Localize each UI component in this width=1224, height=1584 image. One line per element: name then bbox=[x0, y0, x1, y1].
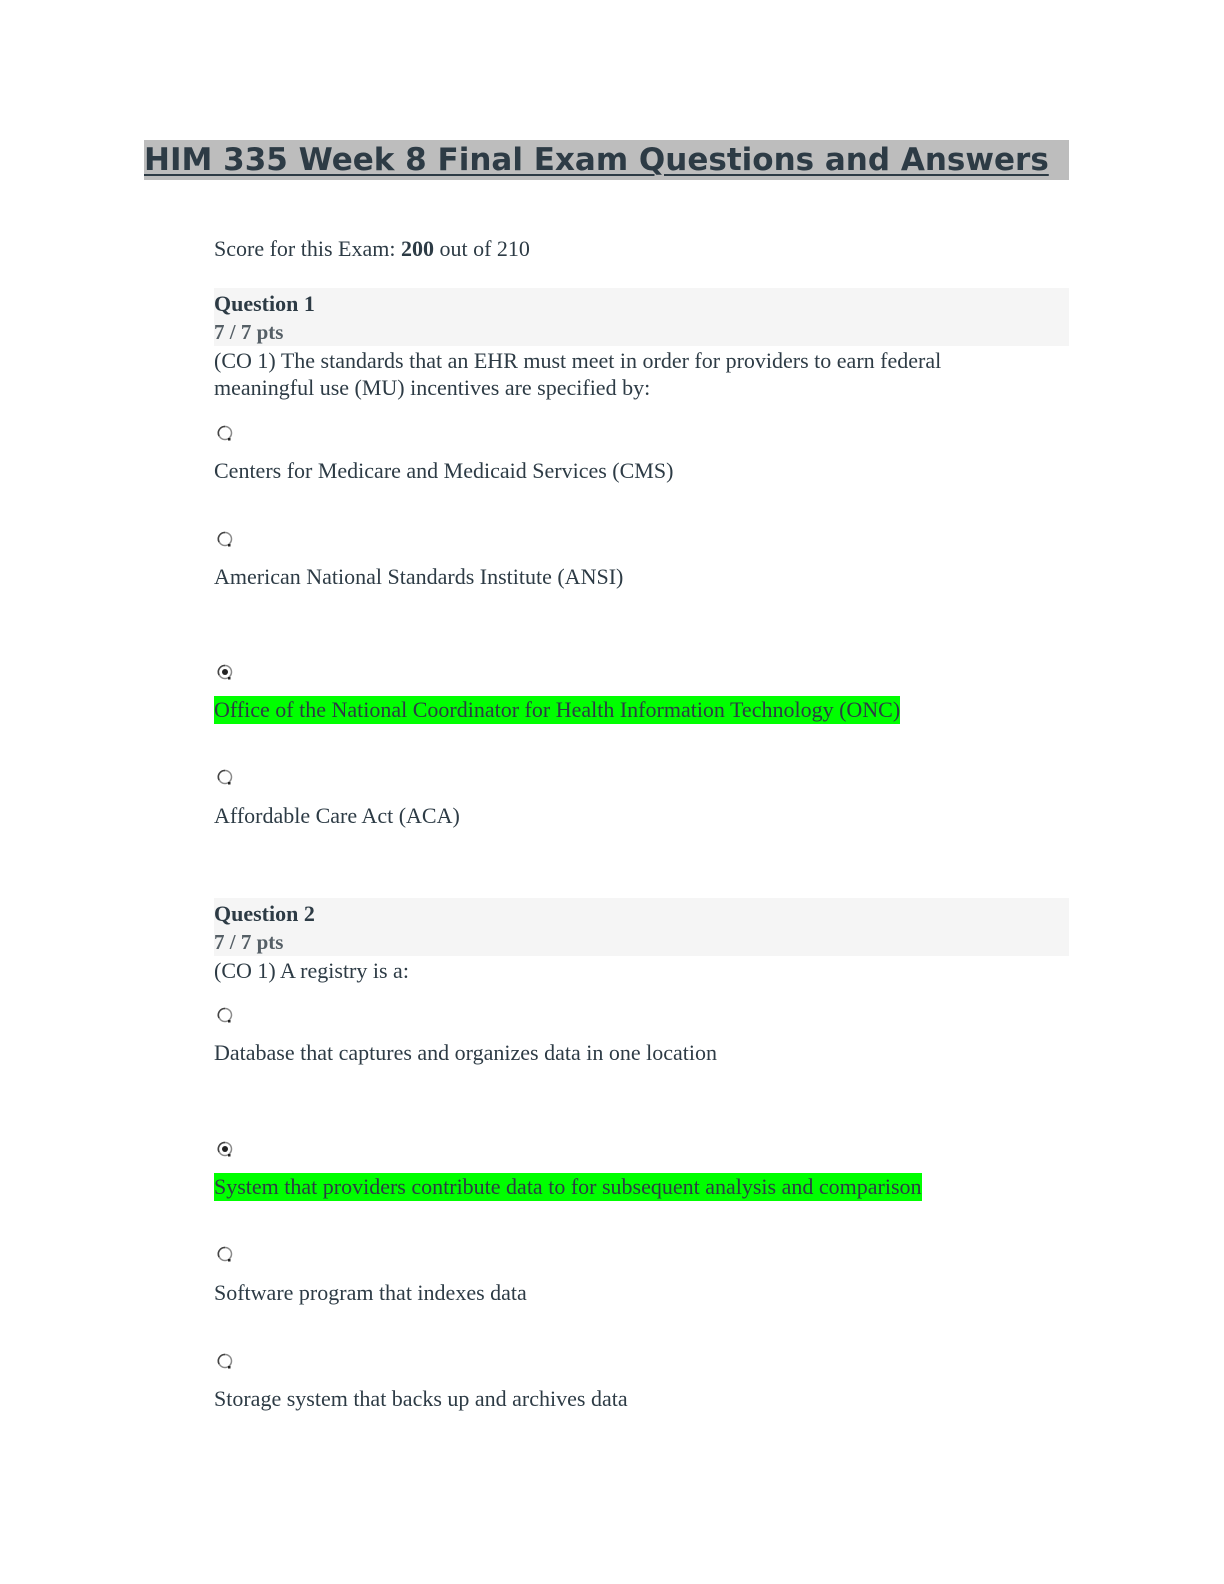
question-1-answer-3-correct: Office of the National Coordinator for Health Information Technology (ONC) bbox=[214, 697, 901, 722]
question-2-answer-2-correct: System that providers contribute data to for subsequent analysis and comparison bbox=[214, 1174, 922, 1199]
page-title: HIM 335 Week 8 Final Exam Questions and Answers bbox=[144, 140, 1069, 180]
radio-unselected-icon[interactable] bbox=[216, 1245, 234, 1263]
question-2-title: Question 2 bbox=[214, 901, 315, 926]
question-1-header bbox=[214, 288, 1069, 346]
question-1-answer-1: Centers for Medicare and Medicaid Services (CMS) bbox=[214, 458, 674, 483]
question-1-answer-4: Affordable Care Act (ACA) bbox=[214, 803, 460, 828]
score-prefix: Score for this Exam: bbox=[214, 236, 401, 261]
question-1-title: Question 1 bbox=[214, 291, 315, 316]
radio-unselected-icon[interactable] bbox=[216, 424, 234, 442]
score-value: 200 bbox=[400, 236, 434, 261]
question-1-answer-2: American National Standards Institute (ANSI) bbox=[214, 564, 624, 589]
question-1-text: (CO 1) The standards that an EHR must meet in order for providers to earn federal meaningful use (MU) incentives are specified by: bbox=[214, 348, 942, 400]
radio-selected-icon[interactable] bbox=[216, 663, 234, 681]
question-2-points: 7 / 7 pts bbox=[214, 930, 284, 954]
question-2-text: (CO 1) A registry is a: bbox=[214, 958, 409, 983]
radio-selected-icon[interactable] bbox=[216, 1140, 234, 1158]
question-2-answer-3: Software program that indexes data bbox=[214, 1280, 527, 1305]
question-2-header bbox=[214, 898, 1069, 956]
score-suffix: out of 210 bbox=[433, 236, 530, 261]
question-2-answer-4: Storage system that backs up and archives data bbox=[214, 1386, 628, 1411]
exam-score bbox=[214, 234, 530, 264]
question-1-points: 7 / 7 pts bbox=[214, 320, 284, 344]
radio-unselected-icon[interactable] bbox=[216, 1352, 234, 1370]
question-2-answer-1: Database that captures and organizes data in one location bbox=[214, 1040, 717, 1065]
radio-unselected-icon[interactable] bbox=[216, 530, 234, 548]
radio-unselected-icon[interactable] bbox=[216, 768, 234, 786]
radio-unselected-icon[interactable] bbox=[216, 1006, 234, 1024]
